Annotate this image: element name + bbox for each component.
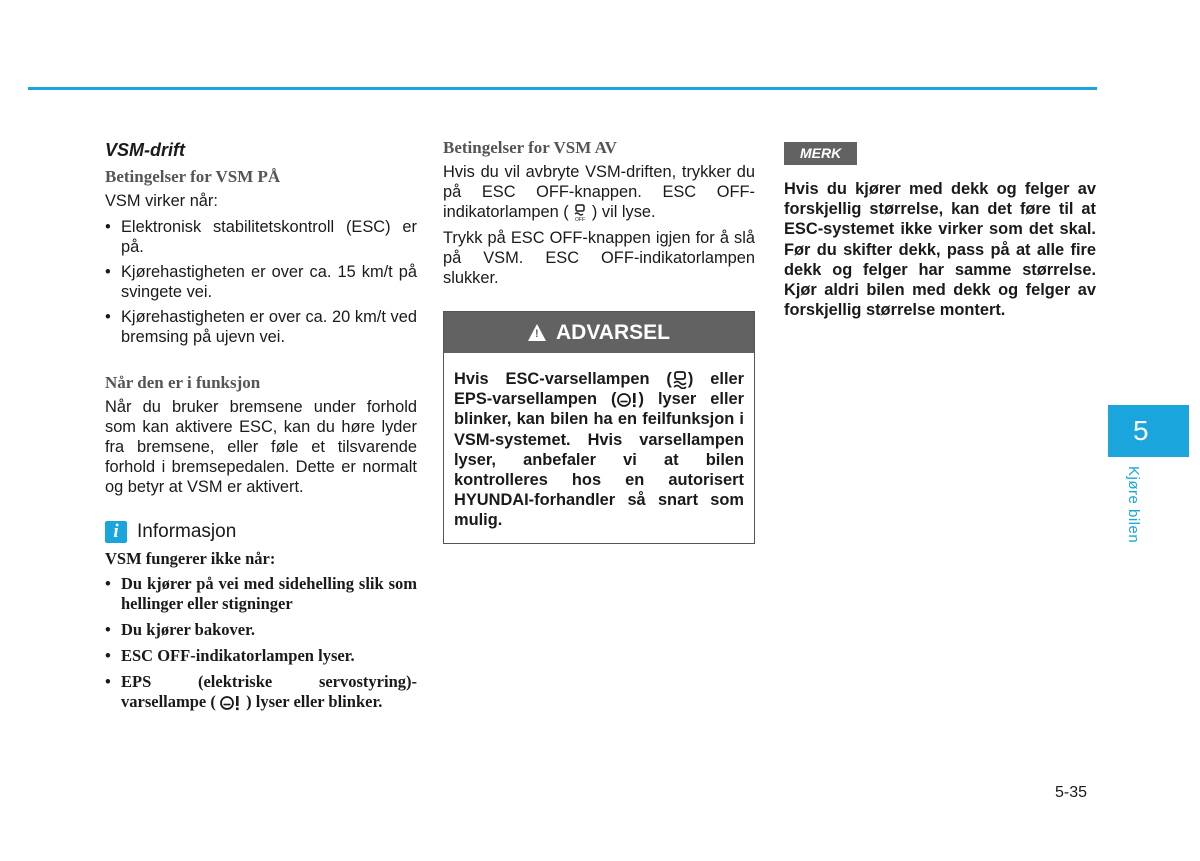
- list-item: • EPS (elektriske servostyring)-varsellampe ( ) lyser eller blinker.: [105, 672, 417, 711]
- column-right: [784, 136, 1096, 320]
- info-body: [105, 549, 417, 712]
- subheading-vsm-on: Betingelser for VSM PÅ: [105, 167, 281, 186]
- header-rule: [28, 87, 1097, 90]
- note-tag: MERK: [784, 142, 857, 165]
- chapter-label: Kjøre bilen: [1125, 466, 1142, 544]
- info-header: [105, 521, 417, 543]
- warning-title: ADVARSEL: [556, 320, 670, 344]
- info-list: [105, 574, 417, 712]
- eps-warning-icon: [220, 695, 242, 711]
- function-paragraph: Når du bruker bremsene under forhold som kan aktivere ESC, kan du høre lyder fra bremsene, eller føle et tilsvarende forhold i bremsepedalen. Dette er normalt og betyr at VSM er aktivert.: [105, 398, 417, 496]
- info-title: Informasjon: [137, 521, 237, 542]
- note-body: Hvis du kjører med dekk og felger av forskjellig størrelse, kan det føre til at ESC-systemet ikke virker som det skal. Før du skifter dekk, pass på at alle fire dekk og felger har samme størrelse. Kjør aldri bilen med dekk og felger av forskjellig størrelse montert.: [784, 180, 1096, 320]
- list-item: • Kjørehastigheten er over ca. 15 km/t på svingete vei.: [105, 263, 417, 301]
- warning-header: [444, 312, 754, 353]
- vsm-on-again-paragraph: Trykk på ESC OFF-knappen igjen for å slå på VSM. ESC OFF-indikatorlampen slukker.: [443, 229, 755, 287]
- page-number: 5-35: [1055, 784, 1088, 801]
- list-item: • Elektronisk stabilitetskontroll (ESC) er på.: [105, 218, 417, 256]
- list-item: • ESC OFF-indikatorlampen lyser.: [105, 646, 355, 665]
- list-item: • Du kjører bakover.: [105, 620, 255, 639]
- chapter-tab: 5: [1108, 405, 1189, 457]
- info-icon: i: [105, 521, 127, 543]
- column-middle: [443, 136, 755, 288]
- svg-text:OFF: OFF: [575, 216, 586, 222]
- info-lead: VSM fungerer ikke når:: [105, 549, 276, 568]
- intro-text: VSM virker når:: [105, 192, 218, 210]
- subheading-in-function: Når den er i funksjon: [105, 373, 261, 392]
- esc-off-icon: [573, 204, 587, 222]
- list-item: • Du kjører på vei med sidehelling slik som hellinger eller stigninger: [105, 574, 417, 613]
- eps-warning-icon: [617, 392, 639, 408]
- section-title: VSM-drift: [105, 140, 185, 160]
- column-left: [105, 136, 417, 718]
- warning-body: Hvis ESC-varsellampen ( ) eller EPS-varsellampen ( ) lyser eller blinker, kan bilen ha en feilfunksjon i VSM-systemet. Hvis varsellampen lyser, anbefaler vi at bilen kontrolleres hos en autorisert HYUNDAI-forhandler så snart som mulig.: [454, 370, 744, 530]
- vsm-off-paragraph: Hvis du vil avbryte VSM-driften, trykker du på ESC OFF-knappen. ESC OFF-indikatorlampen ( OFF ) vil lyse.: [443, 163, 755, 222]
- list-item: • Kjørehastigheten er over ca. 20 km/t ved bremsing på ujevn vei.: [105, 308, 417, 346]
- esc-warning-icon: [672, 371, 688, 389]
- warning-box: [443, 311, 755, 544]
- conditions-list: [105, 217, 417, 347]
- subheading-vsm-off: Betingelser for VSM AV: [443, 138, 617, 157]
- warning-triangle-icon: !: [528, 324, 546, 341]
